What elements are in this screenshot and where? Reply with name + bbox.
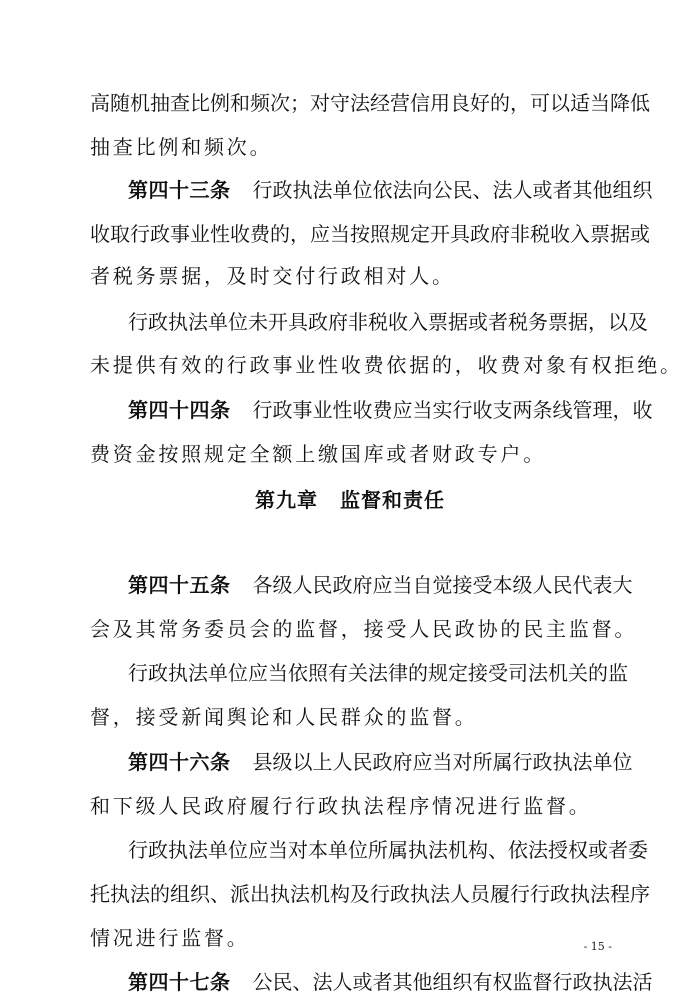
article-text: 行政事业性收费应当实行收支两条线管理，收 — [252, 398, 653, 422]
text-line: 抽查比例和频次。 — [90, 135, 273, 159]
article-label: 第四十七条 — [128, 970, 231, 994]
text-line: 行政执法单位应当对本单位所属执法机构、依法授权或者委 — [128, 838, 648, 862]
text-line: 行政执法单位应当依照有关法律的规定接受司法机关的监 — [128, 661, 628, 685]
text-line: 会及其常务委员会的监督，接受人民政协的民主监督。 — [90, 617, 638, 641]
article-label: 第四十五条 — [128, 573, 231, 597]
article-text: 各级人民政府应当自觉接受本级人民代表大 — [252, 573, 633, 597]
article-text: 县级以上人民政府应当对所属行政执法单位 — [252, 750, 633, 774]
text-line: 未提供有效的行政事业性收费依据的，收费对象有权拒绝。 — [90, 353, 683, 377]
article-47-line — [128, 970, 653, 994]
text-line: 费资金按照规定全额上缴国库或者财政专户。 — [90, 442, 546, 466]
text-line: 行政执法单位未开具政府非税收入票据或者税务票据，以及 — [128, 310, 648, 334]
article-label: 第四十四条 — [128, 398, 231, 422]
article-text: 公民、法人或者其他组织有权监督行政执法活 — [252, 970, 653, 994]
article-label: 第四十六条 — [128, 750, 231, 774]
article-45-line — [128, 573, 633, 597]
chapter-heading — [0, 488, 700, 512]
article-44-line — [128, 398, 653, 422]
article-text: 行政执法单位依法向公民、法人或者其他组织 — [252, 178, 653, 202]
text-line: 收取行政事业性收费的，应当按照规定开具政府非税收入票据或 — [90, 222, 650, 246]
text-line: 托执法的组织、派出执法机构及行政执法人员履行行政执法程序 — [90, 882, 650, 906]
article-label: 第四十三条 — [128, 178, 231, 202]
page-number: - 15 - — [583, 940, 612, 953]
text-line: 情况进行监督。 — [90, 926, 250, 950]
article-43-line — [128, 178, 653, 202]
text-line: 者税务票据，及时交付行政相对人。 — [90, 264, 455, 288]
chapter-number: 第九章 — [255, 488, 318, 512]
text-line: 督，接受新闻舆论和人民群众的监督。 — [90, 705, 478, 729]
text-line: 高随机抽查比例和频次；对守法经营信用良好的，可以适当降低 — [90, 91, 650, 115]
chapter-title: 监督和责任 — [340, 488, 445, 512]
text-line: 和下级人民政府履行行政执法程序情况进行监督。 — [90, 794, 592, 818]
article-46-line — [128, 750, 633, 774]
